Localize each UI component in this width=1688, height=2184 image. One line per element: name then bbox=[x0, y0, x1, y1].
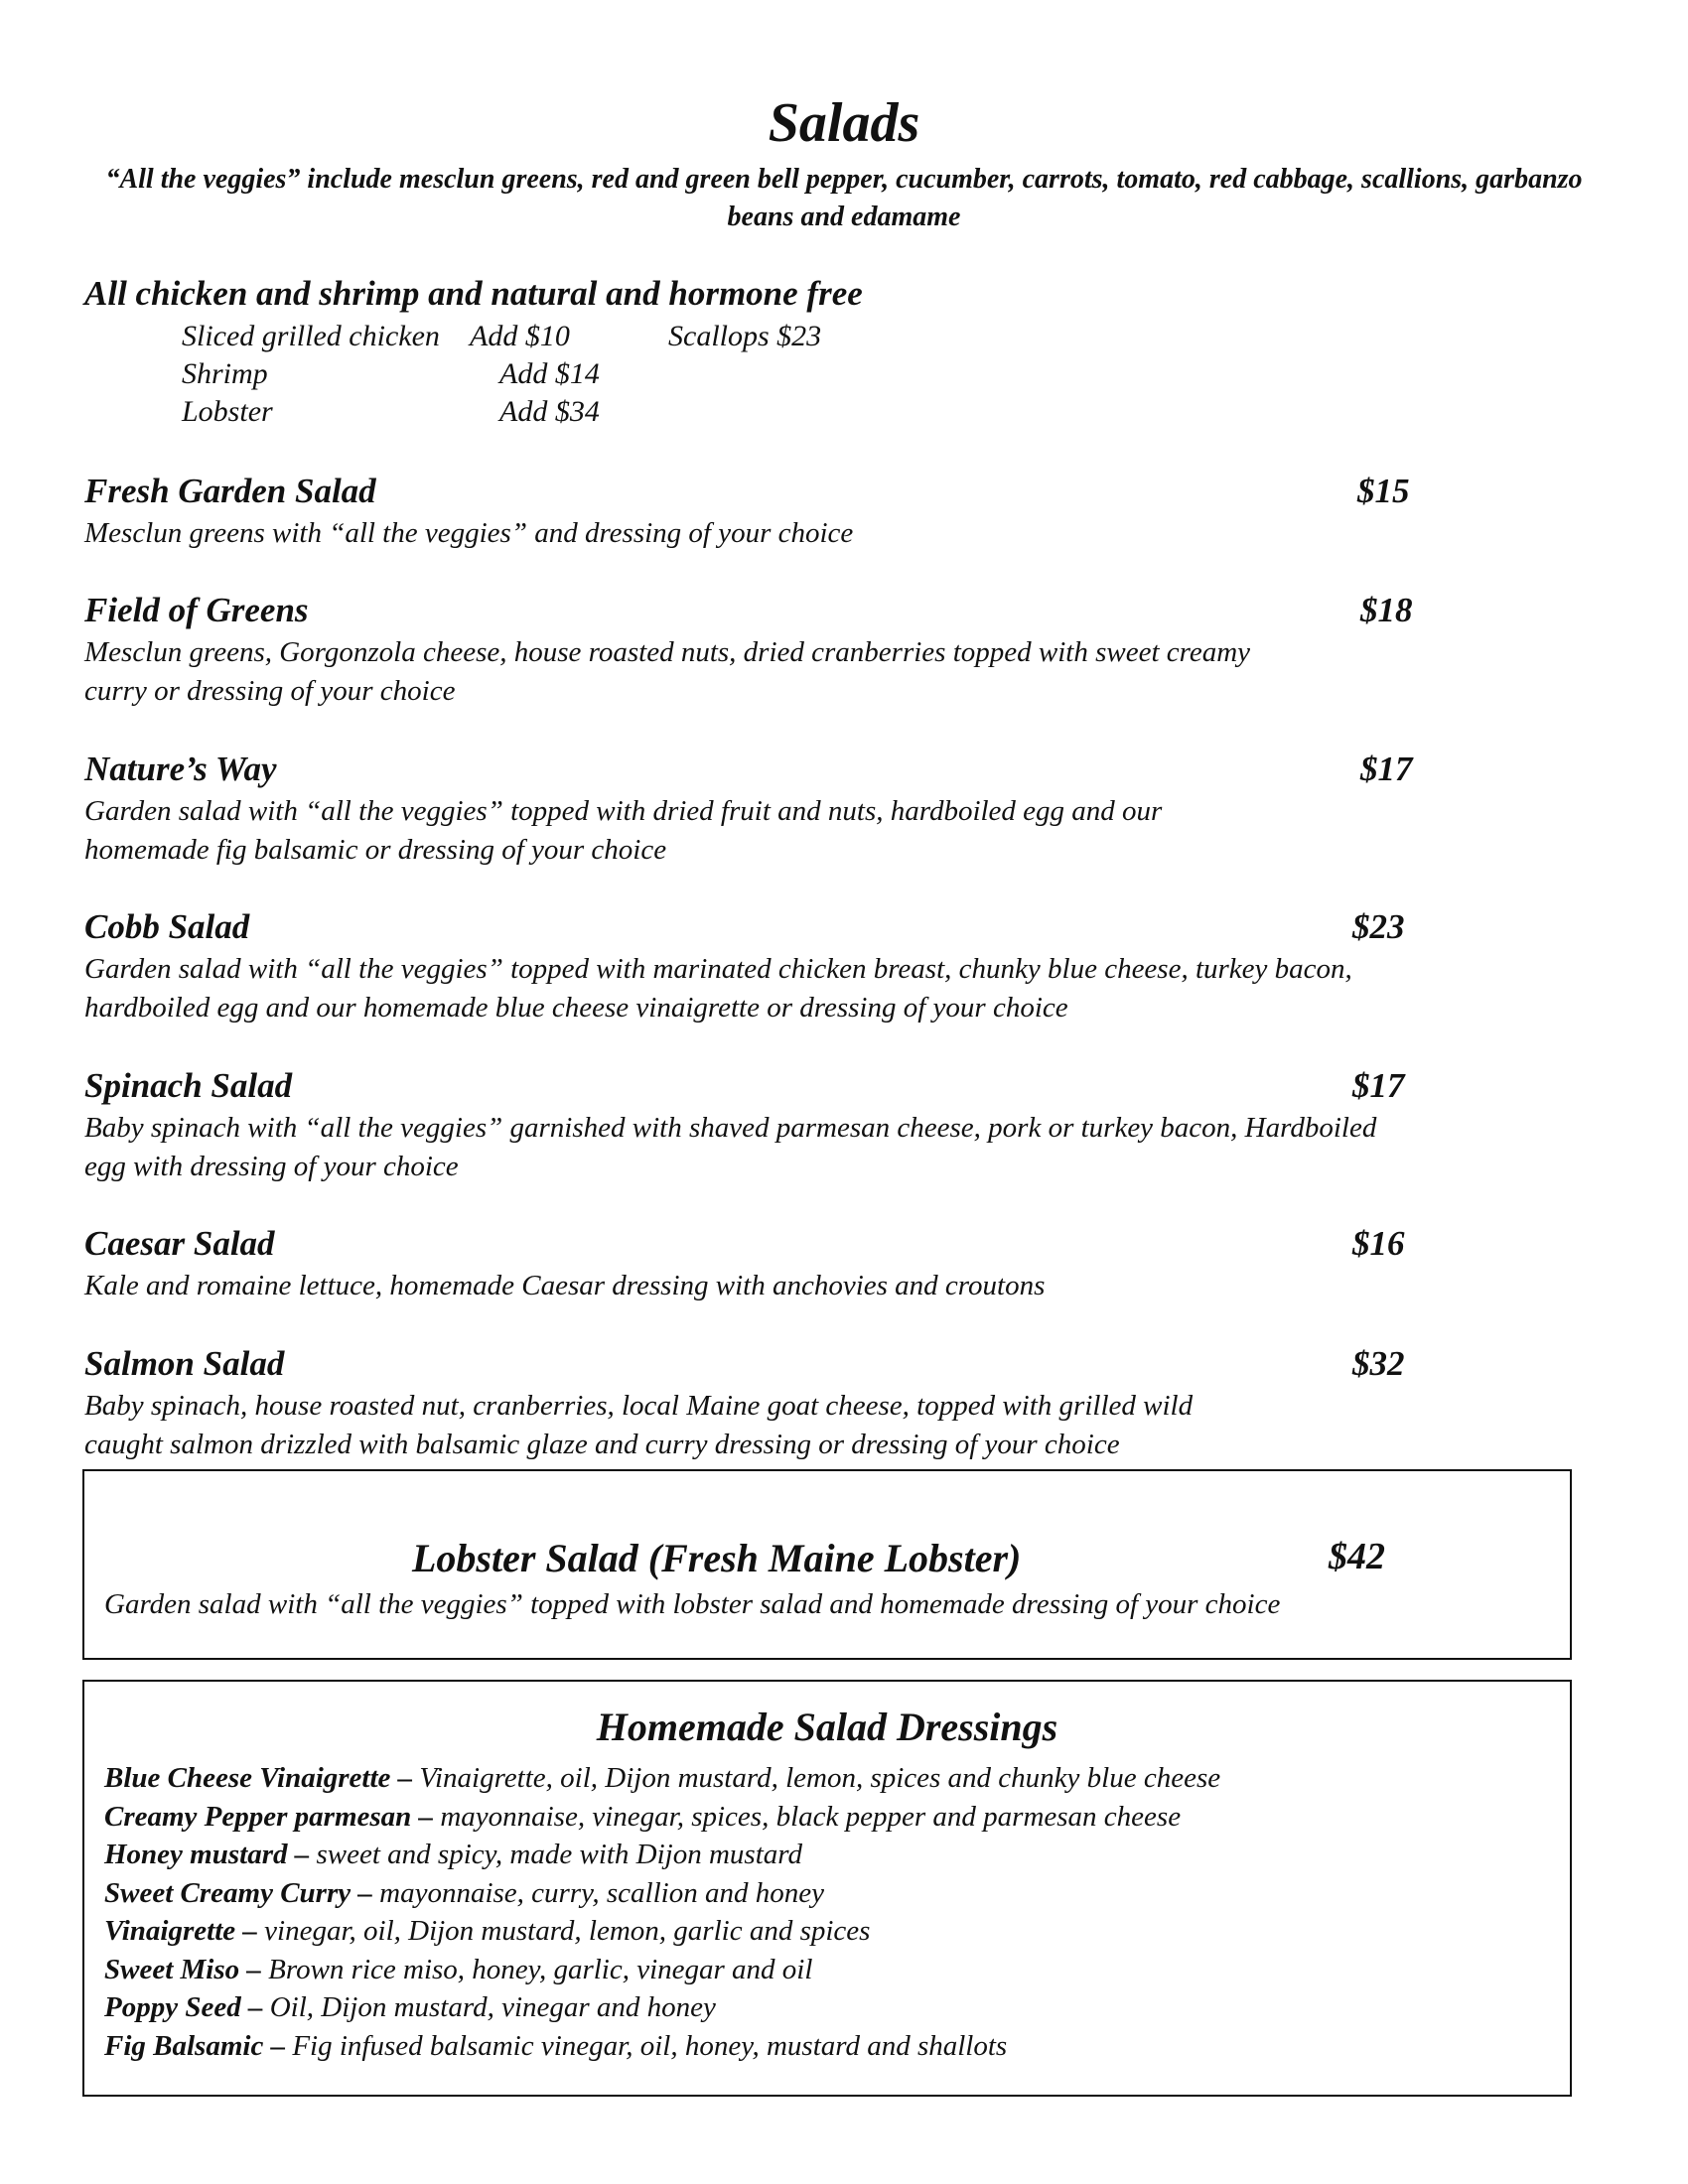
menu-item-name: Field of Greens bbox=[84, 591, 309, 629]
menu-item bbox=[84, 747, 1435, 870]
dressing-item bbox=[104, 1988, 1220, 2027]
menu-item-price: $17 bbox=[1352, 1066, 1405, 1105]
dressings-list bbox=[104, 1759, 1220, 2065]
menu-item bbox=[84, 1063, 1435, 1186]
menu-item-price: $15 bbox=[1357, 472, 1410, 510]
dressing-item bbox=[104, 1759, 1220, 1798]
dressing-description: Vinaigrette, oil, Dijon mustard, lemon, spices and chunky blue cheese bbox=[412, 1762, 1221, 1794]
addon-name: Sliced grilled chicken bbox=[182, 320, 440, 352]
addon-price: Add $14 bbox=[499, 357, 600, 390]
dressing-description: Fig infused balsamic vinegar, oil, honey, mustard and shallots bbox=[285, 2029, 1008, 2062]
menu-item-price: $18 bbox=[1360, 591, 1413, 629]
menu-item bbox=[84, 904, 1435, 1027]
dressing-name: Blue Cheese Vinaigrette – bbox=[104, 1762, 413, 1794]
menu-item bbox=[84, 1341, 1435, 1464]
dressing-item bbox=[104, 1874, 1220, 1913]
dressing-name: Creamy Pepper parmesan – bbox=[104, 1800, 434, 1833]
dressings-box bbox=[82, 1680, 1572, 2097]
menu-item-description: Garden salad with “all the veggies” topped with marinated chicken breast, chunky blue cheese, turkey bacon, hardboiled egg and our homemade blue cheese vinaigrette or dressing of your choice bbox=[84, 953, 1352, 1024]
menu-item-name: Fresh Garden Salad bbox=[84, 472, 376, 510]
page-subtitle: “All the veggies” include mesclun greens, red and green bell pepper, cucumber, carrots, tomato, red cabbage, scallions, garbanzo beans and edamame bbox=[105, 164, 1583, 232]
menu-item bbox=[84, 588, 1435, 711]
lobster-box bbox=[82, 1469, 1572, 1660]
dressing-name: Vinaigrette – bbox=[104, 1915, 257, 1947]
page-title: Salads bbox=[768, 92, 920, 154]
menu-item-name: Caesar Salad bbox=[84, 1224, 275, 1263]
menu-item-description: Mesclun greens with “all the veggies” and dressing of your choice bbox=[84, 517, 854, 549]
menu-item-description: Garden salad with “all the veggies” topped with dried fruit and nuts, hardboiled egg and our homemade fig balsamic or dressing of your choice bbox=[84, 795, 1163, 866]
dressing-description: mayonnaise, curry, scallion and honey bbox=[371, 1876, 824, 1909]
menu-item-name: Nature’s Way bbox=[84, 750, 277, 788]
lobster-price: $42 bbox=[1329, 1536, 1385, 1577]
menu-item-price: $16 bbox=[1352, 1224, 1405, 1263]
dressing-name: Fig Balsamic – bbox=[104, 2029, 286, 2062]
dressing-description: Oil, Dijon mustard, vinegar and honey bbox=[262, 1991, 716, 2023]
dressing-item bbox=[104, 1836, 1220, 1874]
dressing-description: sweet and spicy, made with Dijon mustard bbox=[309, 1839, 802, 1870]
menu-item bbox=[84, 469, 1435, 553]
dressing-item bbox=[104, 1951, 1220, 1989]
addons-heading: All chicken and shrimp and natural and hormone free bbox=[84, 274, 863, 313]
addon-price: Add $10 bbox=[470, 320, 570, 352]
dressing-item bbox=[104, 2027, 1220, 2066]
dressing-description: Brown rice miso, honey, garlic, vinegar and oil bbox=[260, 1953, 813, 1985]
dressing-description: mayonnaise, vinegar, spices, black pepper and parmesan cheese bbox=[433, 1800, 1182, 1833]
menu-item-name: Salmon Salad bbox=[84, 1344, 285, 1383]
lobster-description: Garden salad with “all the veggies” topped with lobster salad and homemade dressing of your choice bbox=[104, 1588, 1281, 1620]
menu-item-description: Baby spinach with “all the veggies” garnished with shaved parmesan cheese, pork or turkey bacon, Hardboiled egg with dressing of your choice bbox=[84, 1112, 1377, 1182]
menu-item-name: Cobb Salad bbox=[84, 907, 250, 946]
menu-item-description: Baby spinach, house roasted nut, cranberries, local Maine goat cheese, topped with grilled wild caught salmon drizzled with balsamic glaze and curry dressing or dressing of your choice bbox=[84, 1390, 1194, 1460]
dressing-name: Poppy Seed – bbox=[104, 1991, 263, 2023]
dressing-name: Honey mustard – bbox=[104, 1839, 310, 1870]
menu-item-price: $23 bbox=[1352, 907, 1405, 946]
addon-name: Lobster bbox=[182, 395, 273, 428]
menu-item-description: Kale and romaine lettuce, homemade Caesar dressing with anchovies and croutons bbox=[84, 1270, 1046, 1301]
menu-item-price: $17 bbox=[1360, 750, 1413, 788]
dressing-name: Sweet Creamy Curry – bbox=[104, 1876, 372, 1909]
menu-item bbox=[84, 1221, 1435, 1305]
dressing-description: vinegar, oil, Dijon mustard, lemon, garlic and spices bbox=[256, 1915, 871, 1947]
dressing-item bbox=[104, 1798, 1220, 1837]
menu-item-description: Mesclun greens, Gorgonzola cheese, house roasted nuts, dried cranberries topped with sweet creamy curry or dressing of your choice bbox=[84, 636, 1251, 707]
dressings-heading: Homemade Salad Dressings bbox=[596, 1705, 1058, 1749]
addon-extra: Scallops $23 bbox=[668, 320, 822, 352]
menu-item-price: $32 bbox=[1352, 1344, 1405, 1383]
addon-price: Add $34 bbox=[499, 395, 600, 428]
dressing-item bbox=[104, 1912, 1220, 1951]
lobster-name: Lobster Salad (Fresh Maine Lobster) bbox=[412, 1536, 1022, 1580]
addon-name: Shrimp bbox=[182, 357, 268, 390]
dressing-name: Sweet Miso – bbox=[104, 1953, 261, 1985]
menu-item-name: Spinach Salad bbox=[84, 1066, 293, 1105]
